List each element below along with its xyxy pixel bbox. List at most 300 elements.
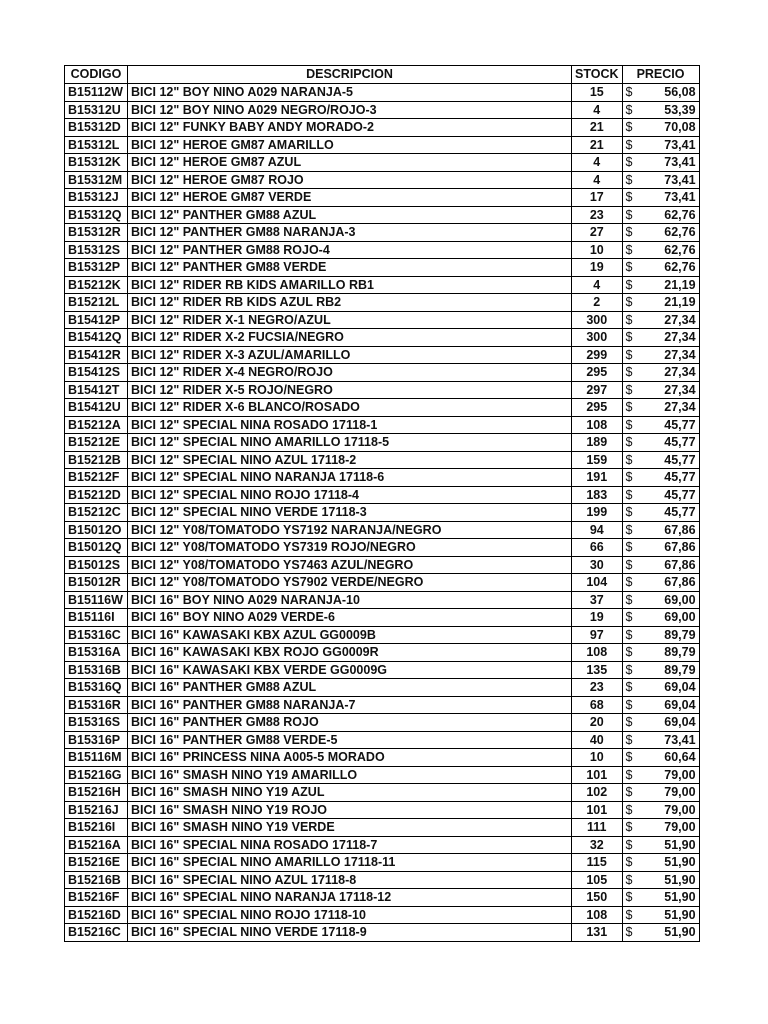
product-description-cell: BICI 16" SMASH NINO Y19 ROJO xyxy=(128,801,572,819)
product-code-cell: B15312D xyxy=(65,119,128,137)
product-description-cell: BICI 12" Y08/TOMATODO YS7902 VERDE/NEGRO xyxy=(128,574,572,592)
product-description-cell: BICI 12" RIDER X-5 ROJO/NEGRO xyxy=(128,381,572,399)
stock-cell: 32 xyxy=(572,836,623,854)
price-amount: 89,79 xyxy=(664,645,696,659)
table-row xyxy=(65,661,700,679)
stock-cell: 191 xyxy=(572,469,623,487)
product-code-cell: B15312M xyxy=(65,171,128,189)
price-amount: 62,76 xyxy=(664,225,696,239)
stock-cell: 97 xyxy=(572,626,623,644)
product-description-cell: BICI 12" RIDER X-6 BLANCO/ROSADO xyxy=(128,399,572,417)
stock-cell: 23 xyxy=(572,206,623,224)
stock-cell: 108 xyxy=(572,906,623,924)
product-code-cell: B15216E xyxy=(65,854,128,872)
table-row xyxy=(65,469,700,487)
price-cell xyxy=(622,661,699,679)
product-code-cell: B15012O xyxy=(65,521,128,539)
currency-symbol: $ xyxy=(625,522,633,537)
price-amount: 73,41 xyxy=(664,190,696,204)
product-description-cell: BICI 12" SPECIAL NINO AZUL 17118-2 xyxy=(128,451,572,469)
currency-symbol: $ xyxy=(625,715,633,729)
table-row xyxy=(65,329,700,347)
currency-symbol: $ xyxy=(625,400,633,414)
stock-cell: 4 xyxy=(572,276,623,294)
table-row xyxy=(65,924,700,942)
header-code: CODIGO xyxy=(65,66,128,84)
product-description-cell: BICI 12" SPECIAL NINO NARANJA 17118-6 xyxy=(128,469,572,487)
stock-cell: 150 xyxy=(572,889,623,907)
product-description-cell: BICI 16" KAWASAKI KBX AZUL GG0009B xyxy=(128,626,572,644)
table-row xyxy=(65,556,700,574)
price-amount: 27,34 xyxy=(664,330,696,344)
price-amount: 51,90 xyxy=(664,907,696,922)
price-amount: 69,00 xyxy=(664,592,696,607)
stock-cell: 111 xyxy=(572,819,623,837)
price-amount: 62,76 xyxy=(664,207,696,222)
table-row xyxy=(65,101,700,119)
price-amount: 51,90 xyxy=(664,890,696,904)
currency-symbol: $ xyxy=(625,925,633,939)
table-row xyxy=(65,311,700,329)
price-cell xyxy=(622,434,699,452)
currency-symbol: $ xyxy=(625,750,633,764)
table-row xyxy=(65,906,700,924)
product-description-cell: BICI 12" RIDER RB KIDS AZUL RB2 xyxy=(128,294,572,312)
stock-cell: 108 xyxy=(572,416,623,434)
product-description-cell: BICI 16" PRINCESS NINA A005-5 MORADO xyxy=(128,749,572,767)
stock-cell: 17 xyxy=(572,189,623,207)
stock-cell: 299 xyxy=(572,346,623,364)
product-description-cell: BICI 12" Y08/TOMATODO YS7192 NARANJA/NEGRO xyxy=(128,521,572,539)
currency-symbol: $ xyxy=(625,452,633,467)
currency-symbol: $ xyxy=(625,242,633,257)
product-description-cell: BICI 12" BOY NINO A029 NEGRO/ROJO-3 xyxy=(128,101,572,119)
price-cell xyxy=(622,819,699,837)
stock-cell: 23 xyxy=(572,679,623,697)
stock-cell: 108 xyxy=(572,644,623,662)
product-code-cell: B15312R xyxy=(65,224,128,242)
stock-cell: 21 xyxy=(572,119,623,137)
product-description-cell: BICI 12" SPECIAL NINA ROSADO 17118-1 xyxy=(128,416,572,434)
table-row xyxy=(65,154,700,172)
stock-cell: 199 xyxy=(572,504,623,522)
price-cell xyxy=(622,154,699,172)
product-code-cell: B15412U xyxy=(65,399,128,417)
price-cell xyxy=(622,574,699,592)
price-cell xyxy=(622,206,699,224)
table-row xyxy=(65,241,700,259)
product-code-cell: B15412T xyxy=(65,381,128,399)
currency-symbol: $ xyxy=(625,697,633,712)
price-amount: 27,34 xyxy=(664,400,696,414)
currency-symbol: $ xyxy=(625,802,633,817)
price-amount: 45,77 xyxy=(664,452,696,467)
price-amount: 70,08 xyxy=(664,120,696,134)
currency-symbol: $ xyxy=(625,190,633,204)
price-amount: 45,77 xyxy=(664,435,696,449)
product-description-cell: BICI 12" Y08/TOMATODO YS7319 ROJO/NEGRO xyxy=(128,539,572,557)
product-code-cell: B15216C xyxy=(65,924,128,942)
price-cell xyxy=(622,469,699,487)
product-description-cell: BICI 12" HEROE GM87 VERDE xyxy=(128,189,572,207)
currency-symbol: $ xyxy=(625,785,633,799)
product-code-cell: B15212A xyxy=(65,416,128,434)
price-amount: 51,90 xyxy=(664,925,696,939)
price-cell xyxy=(622,626,699,644)
price-cell xyxy=(622,906,699,924)
table-row xyxy=(65,84,700,102)
product-code-cell: B15312J xyxy=(65,189,128,207)
price-amount: 73,41 xyxy=(664,732,696,747)
product-code-cell: B15316S xyxy=(65,714,128,732)
currency-symbol: $ xyxy=(625,347,633,362)
price-amount: 73,41 xyxy=(664,137,696,152)
currency-symbol: $ xyxy=(625,872,633,887)
product-code-cell: B15316C xyxy=(65,626,128,644)
table-row xyxy=(65,399,700,417)
product-code-cell: B15312P xyxy=(65,259,128,277)
table-row xyxy=(65,819,700,837)
price-amount: 69,04 xyxy=(664,715,696,729)
price-amount: 69,04 xyxy=(664,680,696,694)
price-cell xyxy=(622,784,699,802)
product-code-cell: B15212K xyxy=(65,276,128,294)
stock-cell: 27 xyxy=(572,224,623,242)
currency-symbol: $ xyxy=(625,855,633,869)
product-description-cell: BICI 16" SMASH NINO Y19 AZUL xyxy=(128,784,572,802)
product-code-cell: B15312K xyxy=(65,154,128,172)
price-amount: 27,34 xyxy=(664,312,696,327)
price-amount: 62,76 xyxy=(664,260,696,274)
product-description-cell: BICI 16" PANTHER GM88 ROJO xyxy=(128,714,572,732)
stock-cell: 295 xyxy=(572,364,623,382)
table-row xyxy=(65,626,700,644)
currency-symbol: $ xyxy=(625,382,633,397)
price-amount: 45,77 xyxy=(664,505,696,519)
product-code-cell: B15216F xyxy=(65,889,128,907)
table-row xyxy=(65,731,700,749)
header-description: DESCRIPCION xyxy=(128,66,572,84)
price-amount: 67,86 xyxy=(664,575,696,589)
price-cell xyxy=(622,679,699,697)
stock-cell: 4 xyxy=(572,101,623,119)
stock-cell: 19 xyxy=(572,609,623,627)
product-description-cell: BICI 16" SPECIAL NINO AZUL 17118-8 xyxy=(128,871,572,889)
product-description-cell: BICI 16" SPECIAL NINO VERDE 17118-9 xyxy=(128,924,572,942)
product-code-cell: B15312S xyxy=(65,241,128,259)
product-code-cell: B15012Q xyxy=(65,539,128,557)
stock-cell: 4 xyxy=(572,171,623,189)
price-cell xyxy=(622,329,699,347)
price-amount: 89,79 xyxy=(664,662,696,677)
table-row xyxy=(65,591,700,609)
product-description-cell: BICI 12" Y08/TOMATODO YS7463 AZUL/NEGRO xyxy=(128,556,572,574)
table-row xyxy=(65,346,700,364)
product-description-cell: BICI 12" RIDER X-4 NEGRO/ROJO xyxy=(128,364,572,382)
currency-symbol: $ xyxy=(625,890,633,904)
price-cell xyxy=(622,836,699,854)
product-code-cell: B15212C xyxy=(65,504,128,522)
currency-symbol: $ xyxy=(625,102,633,117)
stock-cell: 105 xyxy=(572,871,623,889)
stock-cell: 21 xyxy=(572,136,623,154)
product-code-cell: B15412R xyxy=(65,346,128,364)
currency-symbol: $ xyxy=(625,260,633,274)
table-row xyxy=(65,206,700,224)
price-amount: 56,08 xyxy=(664,85,696,99)
product-code-cell: B15216H xyxy=(65,784,128,802)
currency-symbol: $ xyxy=(625,662,633,677)
header-price: PRECIO xyxy=(622,66,699,84)
stock-cell: 102 xyxy=(572,784,623,802)
table-row xyxy=(65,119,700,137)
currency-symbol: $ xyxy=(625,592,633,607)
stock-cell: 37 xyxy=(572,591,623,609)
price-cell xyxy=(622,311,699,329)
price-amount: 51,90 xyxy=(664,855,696,869)
product-code-cell: B15316Q xyxy=(65,679,128,697)
currency-symbol: $ xyxy=(625,417,633,432)
product-description-cell: BICI 16" PANTHER GM88 AZUL xyxy=(128,679,572,697)
product-description-cell: BICI 12" SPECIAL NINO VERDE 17118-3 xyxy=(128,504,572,522)
stock-cell: 2 xyxy=(572,294,623,312)
stock-cell: 115 xyxy=(572,854,623,872)
table-row xyxy=(65,609,700,627)
product-code-cell: B15312L xyxy=(65,136,128,154)
stock-cell: 10 xyxy=(572,241,623,259)
currency-symbol: $ xyxy=(625,172,633,187)
currency-symbol: $ xyxy=(625,85,633,99)
stock-cell: 30 xyxy=(572,556,623,574)
price-amount: 45,77 xyxy=(664,470,696,484)
table-row xyxy=(65,364,700,382)
table-row xyxy=(65,504,700,522)
stock-cell: 300 xyxy=(572,329,623,347)
product-description-cell: BICI 12" PANTHER GM88 ROJO-4 xyxy=(128,241,572,259)
stock-cell: 297 xyxy=(572,381,623,399)
product-code-cell: B15412S xyxy=(65,364,128,382)
product-description-cell: BICI 16" SMASH NINO Y19 VERDE xyxy=(128,819,572,837)
table-row xyxy=(65,836,700,854)
product-code-cell: B15012R xyxy=(65,574,128,592)
product-code-cell: B15412Q xyxy=(65,329,128,347)
currency-symbol: $ xyxy=(625,575,633,589)
price-cell xyxy=(622,346,699,364)
product-description-cell: BICI 16" SPECIAL NINA ROSADO 17118-7 xyxy=(128,836,572,854)
product-code-cell: B15316R xyxy=(65,696,128,714)
price-cell xyxy=(622,801,699,819)
price-amount: 79,00 xyxy=(664,767,696,782)
stock-cell: 94 xyxy=(572,521,623,539)
stock-cell: 66 xyxy=(572,539,623,557)
price-amount: 73,41 xyxy=(664,155,696,169)
currency-symbol: $ xyxy=(625,505,633,519)
product-description-cell: BICI 12" HEROE GM87 AZUL xyxy=(128,154,572,172)
table-row xyxy=(65,294,700,312)
price-amount: 69,00 xyxy=(664,610,696,624)
stock-cell: 15 xyxy=(572,84,623,102)
price-amount: 21,19 xyxy=(664,295,696,309)
product-description-cell: BICI 16" SPECIAL NINO AMARILLO 17118-11 xyxy=(128,854,572,872)
price-cell xyxy=(622,539,699,557)
price-amount: 67,86 xyxy=(664,522,696,537)
table-row xyxy=(65,644,700,662)
table-row xyxy=(65,381,700,399)
price-amount: 53,39 xyxy=(664,102,696,117)
product-description-cell: BICI 12" FUNKY BABY ANDY MORADO-2 xyxy=(128,119,572,137)
price-amount: 27,34 xyxy=(664,347,696,362)
price-amount: 67,86 xyxy=(664,540,696,554)
price-amount: 79,00 xyxy=(664,820,696,834)
table-row xyxy=(65,259,700,277)
price-cell xyxy=(622,276,699,294)
price-amount: 79,00 xyxy=(664,785,696,799)
currency-symbol: $ xyxy=(625,207,633,222)
currency-symbol: $ xyxy=(625,610,633,624)
currency-symbol: $ xyxy=(625,120,633,134)
currency-symbol: $ xyxy=(625,680,633,694)
price-cell xyxy=(622,714,699,732)
table-row xyxy=(65,224,700,242)
header-row xyxy=(65,66,700,84)
price-cell xyxy=(622,591,699,609)
currency-symbol: $ xyxy=(625,330,633,344)
table-row xyxy=(65,679,700,697)
table-body xyxy=(65,84,700,942)
currency-symbol: $ xyxy=(625,277,633,292)
currency-symbol: $ xyxy=(625,732,633,747)
product-description-cell: BICI 16" SPECIAL NINO ROJO 17118-10 xyxy=(128,906,572,924)
product-code-cell: B15216B xyxy=(65,871,128,889)
currency-symbol: $ xyxy=(625,365,633,379)
stock-cell: 183 xyxy=(572,486,623,504)
table-row xyxy=(65,871,700,889)
price-amount: 51,90 xyxy=(664,837,696,852)
product-code-cell: B15412P xyxy=(65,311,128,329)
product-code-cell: B15316P xyxy=(65,731,128,749)
price-cell xyxy=(622,731,699,749)
price-cell xyxy=(622,101,699,119)
product-code-cell: B15216J xyxy=(65,801,128,819)
price-cell xyxy=(622,889,699,907)
table-row xyxy=(65,416,700,434)
table-row xyxy=(65,801,700,819)
product-description-cell: BICI 16" BOY NINO A029 VERDE-6 xyxy=(128,609,572,627)
product-description-cell: BICI 12" RIDER RB KIDS AMARILLO RB1 xyxy=(128,276,572,294)
table-row xyxy=(65,434,700,452)
price-cell xyxy=(622,241,699,259)
currency-symbol: $ xyxy=(625,557,633,572)
price-cell xyxy=(622,451,699,469)
product-description-cell: BICI 16" KAWASAKI KBX ROJO GG0009R xyxy=(128,644,572,662)
product-code-cell: B15316A xyxy=(65,644,128,662)
price-cell xyxy=(622,504,699,522)
price-cell xyxy=(622,399,699,417)
table-row xyxy=(65,521,700,539)
currency-symbol: $ xyxy=(625,155,633,169)
price-cell xyxy=(622,696,699,714)
currency-symbol: $ xyxy=(625,907,633,922)
stock-cell: 4 xyxy=(572,154,623,172)
price-list-table xyxy=(64,65,700,942)
product-code-cell: B15316B xyxy=(65,661,128,679)
product-code-cell: B15212L xyxy=(65,294,128,312)
price-cell xyxy=(622,364,699,382)
product-code-cell: B15212E xyxy=(65,434,128,452)
price-amount: 51,90 xyxy=(664,872,696,887)
currency-symbol: $ xyxy=(625,767,633,782)
table-row xyxy=(65,171,700,189)
product-code-cell: B15216I xyxy=(65,819,128,837)
product-code-cell: B15212F xyxy=(65,469,128,487)
price-amount: 69,04 xyxy=(664,697,696,712)
stock-cell: 104 xyxy=(572,574,623,592)
currency-symbol: $ xyxy=(625,137,633,152)
price-cell xyxy=(622,171,699,189)
table-row xyxy=(65,714,700,732)
product-description-cell: BICI 12" RIDER X-3 AZUL/AMARILLO xyxy=(128,346,572,364)
price-amount: 27,34 xyxy=(664,382,696,397)
price-cell xyxy=(622,224,699,242)
currency-symbol: $ xyxy=(625,312,633,327)
stock-cell: 101 xyxy=(572,766,623,784)
table-row xyxy=(65,486,700,504)
currency-symbol: $ xyxy=(625,645,633,659)
price-cell xyxy=(622,294,699,312)
currency-symbol: $ xyxy=(625,820,633,834)
price-cell xyxy=(622,609,699,627)
table-row xyxy=(65,574,700,592)
price-cell xyxy=(622,924,699,942)
product-code-cell: B15112W xyxy=(65,84,128,102)
product-code-cell: B15312U xyxy=(65,101,128,119)
price-amount: 73,41 xyxy=(664,172,696,187)
price-amount: 45,77 xyxy=(664,417,696,432)
product-code-cell: B15012S xyxy=(65,556,128,574)
stock-cell: 295 xyxy=(572,399,623,417)
price-amount: 45,77 xyxy=(664,487,696,502)
header-stock: STOCK xyxy=(572,66,623,84)
price-cell xyxy=(622,486,699,504)
currency-symbol: $ xyxy=(625,837,633,852)
stock-cell: 101 xyxy=(572,801,623,819)
product-code-cell: B15312Q xyxy=(65,206,128,224)
table-row xyxy=(65,276,700,294)
product-description-cell: BICI 12" RIDER X-2 FUCSIA/NEGRO xyxy=(128,329,572,347)
product-code-cell: B15212B xyxy=(65,451,128,469)
product-code-cell: B15216A xyxy=(65,836,128,854)
price-amount: 60,64 xyxy=(664,750,696,764)
stock-cell: 135 xyxy=(572,661,623,679)
price-amount: 27,34 xyxy=(664,365,696,379)
product-description-cell: BICI 16" SPECIAL NINO NARANJA 17118-12 xyxy=(128,889,572,907)
currency-symbol: $ xyxy=(625,435,633,449)
table-row xyxy=(65,854,700,872)
price-amount: 67,86 xyxy=(664,557,696,572)
price-cell xyxy=(622,189,699,207)
table-row xyxy=(65,451,700,469)
currency-symbol: $ xyxy=(625,627,633,642)
price-cell xyxy=(622,749,699,767)
product-description-cell: BICI 16" SMASH NINO Y19 AMARILLO xyxy=(128,766,572,784)
currency-symbol: $ xyxy=(625,470,633,484)
stock-cell: 68 xyxy=(572,696,623,714)
product-description-cell: BICI 12" PANTHER GM88 NARANJA-3 xyxy=(128,224,572,242)
currency-symbol: $ xyxy=(625,225,633,239)
price-amount: 21,19 xyxy=(664,277,696,292)
product-code-cell: B15216D xyxy=(65,906,128,924)
product-code-cell: B15212D xyxy=(65,486,128,504)
